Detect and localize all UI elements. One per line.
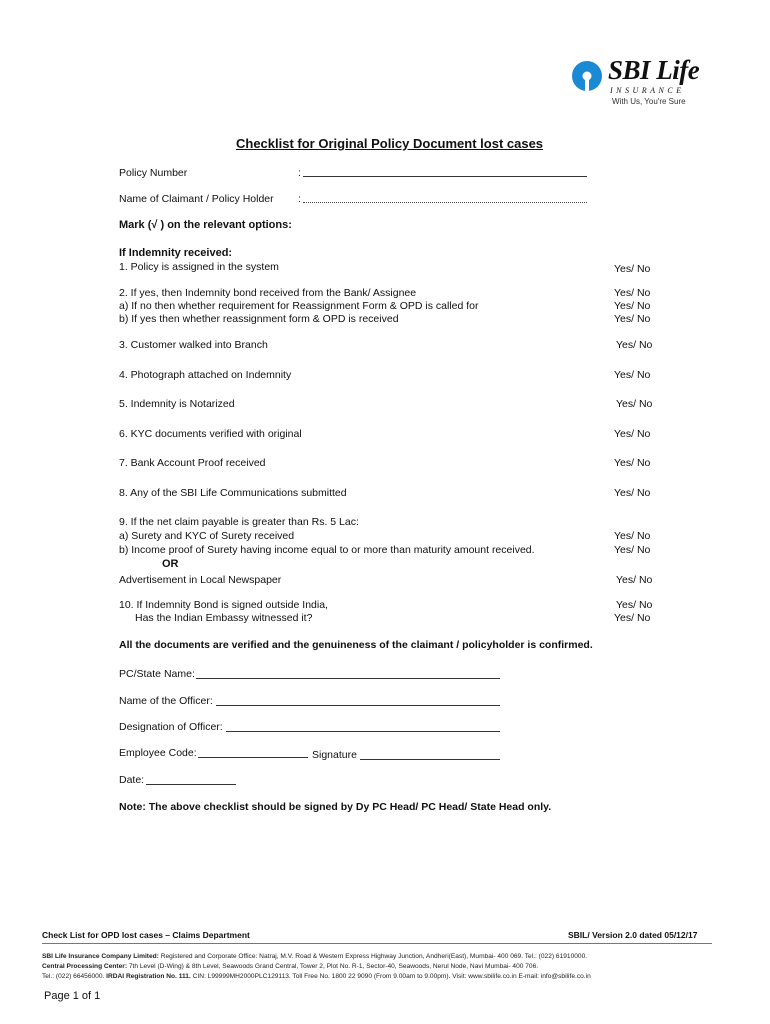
advertisement-item: Advertisement in Local Newspaper — [119, 574, 282, 586]
mark-heading: Mark (√ ) on the relevant options: — [119, 219, 292, 231]
item-9b: b) Income proof of Surety having income equal to or more than maturity amount received. — [119, 544, 535, 556]
yes-no-2a[interactable]: Yes/ No — [614, 300, 651, 312]
footer-cpc-address: 7th Level (D-Wing) & 8th Level, Seawoods Grand Central, Tower 2, Plot No. R-1, Sector-40, Seawoods, Nerul Node, Navi Mumbai- 400 706. — [127, 963, 539, 970]
item-10: 10. If Indemnity Bond is signed outside India, — [119, 599, 328, 611]
page-number: Page 1 of 1 — [44, 990, 101, 1002]
item-2b: b) If yes then whether reassignment form & OPD is received — [119, 313, 399, 325]
or-label: OR — [162, 558, 179, 570]
date-line[interactable] — [146, 784, 236, 785]
yes-no-10b[interactable]: Yes/ No — [614, 612, 651, 624]
yes-no-10[interactable]: Yes/ No — [616, 599, 653, 611]
page-title: Checklist for Original Policy Document lost cases — [236, 136, 544, 151]
item-6: 6. KYC documents verified with original — [119, 428, 302, 440]
logo-sub: INSURANCE — [610, 86, 685, 95]
policy-number-line[interactable] — [303, 176, 587, 177]
footer-company-line — [42, 953, 587, 960]
footer-registration-line — [42, 973, 591, 980]
item-5: 5. Indemnity is Notarized — [119, 398, 235, 410]
yes-no-advert[interactable]: Yes/ No — [616, 574, 653, 586]
yes-no-8[interactable]: Yes/ No — [614, 487, 651, 499]
yes-no-2[interactable]: Yes/ No — [614, 287, 651, 299]
designation-label: Designation of Officer: — [119, 721, 223, 733]
footer-tel: Tel.: (022) 66456000. — [42, 973, 107, 980]
footer-left: Check List for OPD lost cases – Claims Department — [42, 930, 250, 940]
employee-code-line[interactable] — [198, 757, 308, 758]
footer-company-address: Registered and Corporate Office: Natraj, M.V. Road & Western Express Highway Junction, Andheri(East), Mumbai- 400 069. Tel.: (022) 61910000. — [158, 953, 588, 960]
signature-label: Signature — [312, 749, 357, 761]
footer-irdai: IRDAI Registration No. 111. — [106, 973, 191, 980]
officer-name-label: Name of the Officer: — [119, 695, 213, 707]
yes-no-4[interactable]: Yes/ No — [614, 369, 651, 381]
yes-no-6[interactable]: Yes/ No — [614, 428, 651, 440]
yes-no-3[interactable]: Yes/ No — [616, 339, 653, 351]
yes-no-1[interactable]: Yes/ No — [614, 263, 651, 275]
item-4: 4. Photograph attached on Indemnity — [119, 369, 292, 381]
yes-no-9b[interactable]: Yes/ No — [614, 544, 651, 556]
claimant-name-colon: : — [298, 193, 301, 205]
logo-brand: SBI Life — [608, 55, 700, 85]
item-3: 3. Customer walked into Branch — [119, 339, 268, 351]
policy-number-colon: : — [298, 167, 301, 179]
designation-line[interactable] — [226, 731, 500, 732]
item-10b: Has the Indian Embassy witnessed it? — [135, 612, 313, 624]
signature-line[interactable] — [360, 759, 500, 760]
footer-right: SBIL/ Version 2.0 dated 05/12/17 — [568, 930, 698, 940]
policy-number-label: Policy Number — [119, 167, 188, 179]
item-7: 7. Bank Account Proof received — [119, 457, 266, 469]
indemnity-heading: If Indemnity received: — [119, 247, 233, 259]
footer-cpc-line — [42, 963, 538, 970]
verified-statement: All the documents are verified and the genuineness of the claimant / policyholder is confirmed. — [119, 639, 593, 651]
pc-state-label: PC/State Name: — [119, 668, 195, 680]
footer-cpc-label: Central Processing Center: — [42, 963, 128, 970]
claimant-name-label: Name of Claimant / Policy Holder — [119, 193, 274, 205]
footer-cin: CIN: L99999MH2000PLC129113. Toll Free No. 1800 22 9090 (From 9.00am to 9.00pm). Visit: www.sbilife.co.in E-mail: info@sbilife.co.in — [190, 973, 591, 980]
footer-company-name: SBI Life Insurance Company Limited: — [42, 953, 159, 960]
item-2: 2. If yes, then Indemnity bond received from the Bank/ Assignee — [119, 287, 417, 299]
item-8: 8. Any of the SBI Life Communications submitted — [119, 487, 347, 499]
item-2a: a) If no then whether requirement for Reassignment Form & OPD is called for — [119, 300, 479, 312]
sbi-logo-icon — [571, 60, 603, 92]
note: Note: The above checklist should be signed by Dy PC Head/ PC Head/ State Head only. — [119, 801, 552, 813]
logo-tagline: With Us, You're Sure — [612, 97, 686, 106]
date-label: Date: — [119, 774, 145, 786]
yes-no-7[interactable]: Yes/ No — [614, 457, 651, 469]
item-9: 9. If the net claim payable is greater than Rs. 5 Lac: — [119, 516, 359, 528]
item-9a: a) Surety and KYC of Surety received — [119, 530, 295, 542]
employee-code-label: Employee Code: — [119, 747, 197, 759]
claimant-name-line[interactable] — [303, 202, 587, 203]
yes-no-2b[interactable]: Yes/ No — [614, 313, 651, 325]
yes-no-5[interactable]: Yes/ No — [616, 398, 653, 410]
pc-state-line[interactable] — [196, 678, 500, 679]
footer-divider — [42, 943, 712, 944]
officer-name-line[interactable] — [216, 705, 500, 706]
yes-no-9a[interactable]: Yes/ No — [614, 530, 651, 542]
item-1: 1. Policy is assigned in the system — [119, 261, 279, 273]
